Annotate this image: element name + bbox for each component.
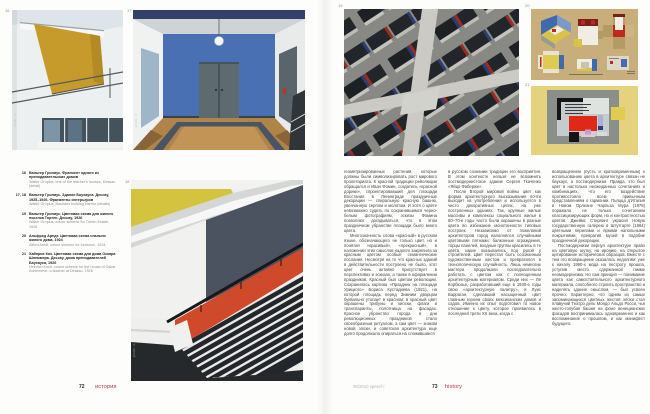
grey-band-bottom: [547, 136, 619, 144]
section-label-ru: история: [94, 384, 117, 390]
article-column-3: [552, 170, 645, 383]
caption-list: [12, 171, 116, 279]
paragraph: Многозначность слова «красный» в русском языке, обозначающего не только цвет, но и понятия «красивый», «прекрасный», в наложении этих смыслов надолго закрепила за красным цветом особые семантические послания. Несмотря на то что красных зданий в действительности построено не было, этот цвет очень активно присутствует в перспективах и эскизах, а также в оформлении праздников. Красный был цветом революции. Сохранилась картина «Праздник на площади Урицкого» Бориса Кустодиева (1921), на которой площадь перед Зимним дворцом буквально утопает в красном: в красный цвет окрашены трибуны и киоски, флаги и транспаранты, полотнища на фасадах. Красное убранство города в дни революционных праздников стало своеобразным ритуалом, а сам цвет — знаком новой эпохи, и советская архитектура еще долго продолжала опираться на сложившиеся: [344, 232, 437, 336]
photo-credit-vertical: photo ©: [134, 112, 138, 127]
caption-16: 16 Вальтер Гропиус. Фрагмент одного из преподавательских домов Walter Gropius, one of the teacher's houses, Dessau (detail): [21, 171, 116, 189]
blue-ceiling-beam: [133, 10, 305, 19]
figure-17-number: 17: [127, 8, 132, 13]
caption-19: 19 Вальтер Гропиус. Цветовая схема для жилого поселка Тортен. Дессау, 1926 Walter Gropius, colour scheme for Törten Estate, 1926: [21, 211, 114, 229]
caption-ru: Хайнрих Кох. Цветовая схема для дома Оскара Шлеммера. Дессау, дома преподавателей Баухауса, 1926: [29, 252, 116, 265]
grey-band-top: [547, 90, 619, 98]
small-perspective: [577, 59, 597, 71]
figure-21-colour-plan-drawing: [531, 86, 638, 155]
caption-21: 21 Хайнрих Кох. Цветовая схема для дома Оскара Шлеммера. Дессау, дома преподавателей Баухауса, 1926 Heinrich Koch, colour scheme for the house of Oskar Schlemmer, a teacher at Dessau, 1926: [21, 252, 116, 274]
figure-21-number: 21: [525, 82, 530, 87]
issue-footer: [353, 385, 385, 390]
photo-credit-vertical: photo ©: [132, 342, 136, 357]
section-label-en: history: [444, 384, 463, 390]
caption-ru: Вальтер Гропиус. Фрагмент одного из преподавательских домов: [29, 171, 99, 180]
page-number-right: 73: [432, 384, 438, 390]
grey-band-left: [547, 90, 557, 144]
caption-ru: Альфред Арндт. Цветовая схема спальни жилого дома, 1924: [29, 233, 106, 243]
figure-20-number: 20: [525, 3, 530, 8]
figure-16-balcony-photo: [12, 10, 123, 150]
caption-en: Walter Gropius, colour scheme for Törten Estate, 1926: [29, 220, 109, 229]
figure-18-staircase-photo: [131, 180, 303, 381]
red-rectangle: [569, 116, 597, 131]
figure-17-blue-hall-photo: [133, 10, 305, 150]
paragraph: в русском сознании традиции его восприятия. В этом контексте нельзя не вспомнить постмодернистское здание Сергея Ткаченко «Яйцо Фаберже».: [448, 170, 541, 189]
caption-en: Alfred Arndt, colour scheme for bedroom, 1924: [29, 242, 106, 247]
right-page-footer: [432, 385, 462, 391]
paragraph: Постмодернизм вернул архитектуре право на цветовую шутку, на иронию, на открытое цитирование исторических образцов. Вместе с тем это возвращение оказалось недолгим: уже к началу 1990-х мода на пестроту прошла, уступив место сдержанной гамме неомодернизма. Но сам принцип — понимание цвета как самостоятельного архитектурного материала, способного строить пространство и наделять здание смыслом, — был усвоен прочно. Характерно, что одним из самых запоминающихся цветных жестов эпохи стал плавучий Театро дель Мондо Альдо Росси, чья желто-голубая башня на фоне венецианских фасадов воспринималась одновременно и как воспоминание о прошлом, и как манифест будущего.: [552, 242, 645, 327]
caption-en: Walter Gropius, Bauhaus building interior (details): [29, 202, 111, 207]
figure-19-aerial-photo: [344, 9, 519, 156]
left-page-footer: [79, 385, 117, 391]
light-blue-door: [141, 48, 159, 128]
caption-en: Walter Gropius, one of the teacher's houses, Dessau (detail): [29, 179, 116, 189]
paragraph: После Второй мировой войны цвет как форма архитектурного высказывания почти выходит из употребления и используется в чисто декоративных целях, на уже построенных зданиях. Так, крупные жилые массивы и комплексы социального жилья в 60–70-е годы часто были окрашены в разные цвета во избежание монотонности типовых построек. Независимо от пожеланий архитекторов город наполнялся случайными цветовыми пятнами: балконные ограждения, торцы панелей, входные группы красились в те цвета, какие оказывались под рукой у строителей. Цвет перестал быть осознанным художественным жестом и превратился в технологическую случайность. Лишь немногие мастера продолжали последовательно работать с цветом как с полноценным архитектурным материалом. Среди них — Ле Корбюзье, разработавший еще в 1930-е годы свою «архитектурную палитру», и Луис Барраган, сделавший насыщенный цвет главным героем своих мексиканских домов и садов. Именно их опыт подготовил то новое отношение к цвету, которое проявилось в последней трети XX века, когда с: [448, 188, 541, 317]
figure-16-number: 16: [5, 8, 10, 13]
caption-20: 20 Альфред Арндт. Цветовая схема спальни жилого дома, 1924 Alfred Arndt, colour scheme for bedroom, 1924: [21, 233, 106, 247]
issue-label: 06/2010 speech:: [353, 384, 385, 389]
drawing-caption-line: [569, 74, 603, 75]
figure-19-number: 19: [338, 3, 343, 8]
article-column-1: [344, 170, 437, 383]
caption-ru: Вальтер Гропиус. Здание Баухауса. Дессау, 1925–1926. Фрагменты интерьеров: [29, 193, 110, 202]
paragraph: возвращением (пусть и кратковременным) к использованию цвета в архитектуре связан не баухаус, а постмодернизм. Правда, это был цвет в настолько неожиданных сочетаниях и комбинациях, что его воздействие противостояло всем привычным представлениям о гармонии. Пьяцца д'Италия в Новом Орлеане Чарльза Мура (1978) поражала не только сочетанием классицизирующих форм, но и контрастностью цветов. Джеймс Стирлинг украсил Новую государственную галерею в Штутгарте (1984) цветными перилами и яркими напольными покрытиями, превратив музей в подобие праздничной декорации.: [552, 170, 645, 243]
caption-17-18: 17, 18 Вальтер Гропиус. Здание Баухауса. Дессау, 1925–1926. Фрагменты интерьеров Walter Gropius, Bauhaus building interior (details): [15, 193, 111, 207]
caption-en: Heinrich Koch, colour scheme for the house of Oskar Schlemmer, a teacher at Dessau, 1926: [29, 265, 116, 274]
figure-18-number: 18: [125, 179, 130, 184]
paragraph: геометризированных растений, которые должны были символизировать рост мирового пролетариата. К красной традиции революции обращался и Иван Фомин, создатель «красной дорики», спроектировавший для площади Восстания в Ленинграде праздничные декорации — спиральную красную башню, увенчанную серпом и молотом. И хотя о цвете невозможно судить по сохранившимся черно-белым фотографиям, эскизы Фомина позволяют догадываться, что в этом праздничном убранстве площади было много цвета.: [344, 170, 437, 233]
fire-extinguisher: [283, 88, 286, 94]
figure-20-colour-scheme-drawing: [531, 9, 638, 80]
page-gutter: [317, 0, 333, 414]
caption-ru: Вальтер Гропиус. Цветовая схема для жилого поселка Тортен. Дессау, 1926: [29, 211, 114, 220]
article-column-2: [448, 170, 541, 383]
page-number-left: 72: [79, 384, 85, 390]
black-square: [569, 132, 579, 142]
floor-stripe: [177, 122, 261, 127]
yellow-square: [611, 107, 625, 120]
pendant-lamp: [215, 37, 224, 46]
photo-credit-vertical: photo ©: [13, 112, 17, 127]
